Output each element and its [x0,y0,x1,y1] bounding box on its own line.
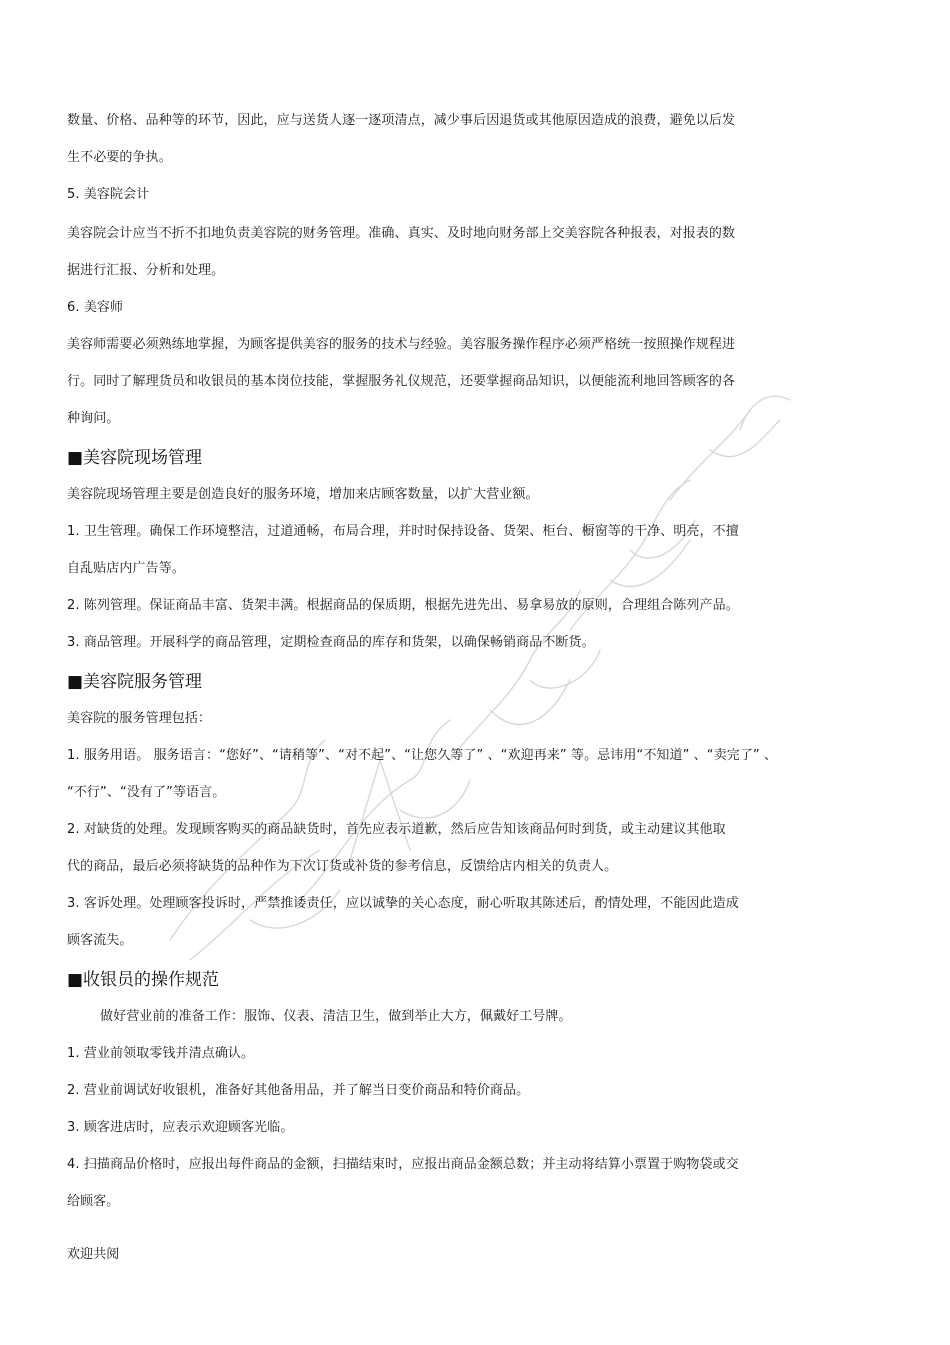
text-line: 数量、价格、品种等的环节，因此，应与送货人逐一逐项清点，减少事后因退货或其他原因造成的浪费，避免以后发 [67,113,736,128]
text-line: 2. 陈列管理。保证商品丰富、货架丰满。根据商品的保质期，根据先进先出、易拿易放的原则，合理组合陈列产品。 [67,598,739,613]
text-line: 3. 顾客进店时，应表示欢迎顾客光临。 [67,1120,294,1135]
text-line: 做好营业前的准备工作：服饰、仪表、清洁卫生，做到举止大方，佩戴好工号牌。 [100,1009,572,1024]
section-heading: ■美容院现场管理 [67,448,203,468]
item-heading: 6. 美容师 [67,300,124,315]
section-heading: ■收银员的操作规范 [67,970,220,990]
text-line: 3. 商品管理。开展科学的商品管理，定期检查商品的库存和货架，以确保畅销商品不断货。 [67,635,595,650]
text-line: 1. 营业前领取零钱并清点确认。 [67,1046,255,1061]
text-line: 自乱贴店内广告等。 [67,561,185,576]
section-heading: ■美容院服务管理 [67,672,203,692]
text-line: 行。同时了解理货员和收银员的基本岗位技能，掌握服务礼仪规范，还要掌握商品知识，以便能流利地回答顾客的各 [67,374,736,389]
text-line: 给顾客。 [67,1194,120,1209]
text-line: 生不必要的争执。 [67,150,172,165]
text-line: 顾客流失。 [67,933,133,948]
text-line: 美容院的服务管理包括： [67,711,212,726]
text-line: 种询问。 [67,411,120,426]
text-line: 美容院现场管理主要是创造良好的服务环境，增加来店顾客数量，以扩大营业额。 [67,487,539,502]
item-heading: 5. 美容院会计 [67,187,150,202]
text-line: 4. 扫描商品价格时，应报出每件商品的金额，扫描结束时，应报出商品金额总数；并主动将结算小票置于购物袋或交 [67,1157,739,1172]
text-line: 2. 对缺货的处理。发现顾客购买的商品缺货时，首先应表示道歉，然后应告知该商品何时到货，或主动建议其他取 [67,822,726,837]
text-line: “不行”、“没有了”等语言。 [67,785,226,800]
watermark-handwriting [150,380,810,980]
text-line: 据进行汇报、分析和处理。 [67,263,225,278]
text-line: 美容院会计应当不折不扣地负责美容院的财务管理。准确、真实、及时地向财务部上交美容院各种报表，对报表的数 [67,226,736,241]
text-line: 代的商品，最后必须将缺货的品种作为下次订货或补货的参考信息，反馈给店内相关的负责人。 [67,859,618,874]
text-line: 3. 客诉处理。处理顾客投诉时，严禁推诿责任，应以诚挚的关心态度，耐心听取其陈述后，酌情处理，不能因此造成 [67,896,739,911]
text-line: 1. 服务用语。 服务语言：“您好”、“请稍等”、“对不起”、“让您久等了” 、“欢迎再来” 等。忌讳用“不知道” 、“卖完了” 、 [67,748,778,763]
text-line: 美容师需要必须熟练地掌握，为顾客提供美容的服务的技术与经验。美容服务操作程序必须严格统一按照操作规程进 [67,337,736,352]
text-line: 1. 卫生管理。确保工作环境整洁，过道通畅，布局合理，并时时保持设备、货架、柜台、橱窗等的干净、明亮，不擅 [67,524,739,539]
text-line: 2. 营业前调试好收银机，准备好其他备用品，并了解当日变价商品和特价商品。 [67,1083,530,1098]
footer-text: 欢迎共阅 [67,1247,120,1262]
